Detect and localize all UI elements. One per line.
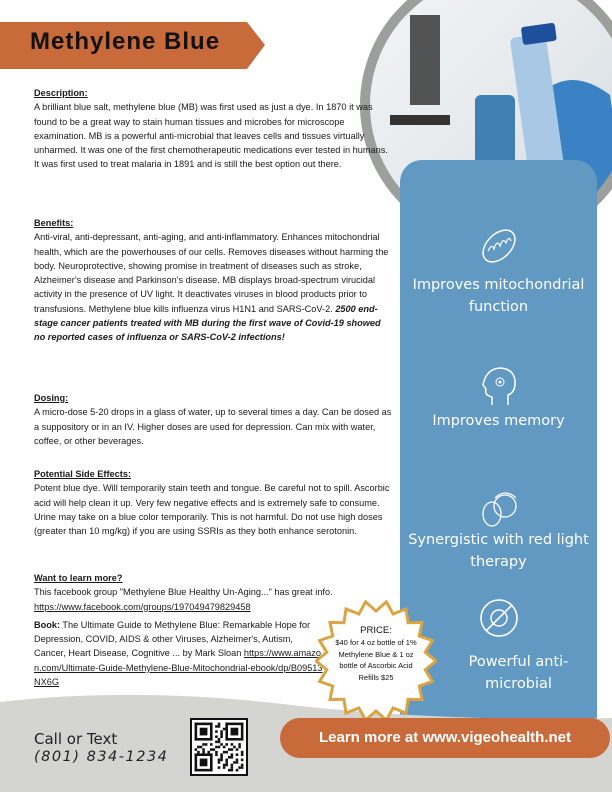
feature-antimicrobial: Powerful anti-microbial: [468, 654, 569, 692]
head-brain-icon: [478, 365, 520, 407]
no-germ-icon: [478, 597, 520, 639]
dosing-body: A micro-dose 5-20 drops in a glass of water, up to several times a day. Can be dosed as a suppository or in an IV. Higher doses are used for depression. Can mix with water, coffee, or other beverages.: [34, 407, 392, 446]
benefits-section: [34, 216, 394, 345]
learn-more-heading: Want to learn more?: [34, 573, 123, 583]
qr-code[interactable]: [190, 718, 248, 776]
price-title: PRICE:: [360, 625, 392, 636]
face-mask-icon: [478, 486, 520, 532]
website-cta-button[interactable]: Learn more at www.vigeohealth.net: [280, 718, 610, 758]
mitochondria-icon: [478, 225, 520, 267]
feature-mitochondrial: Improves mitochondrial function: [412, 277, 585, 315]
dosing-section: [34, 391, 394, 448]
price-body: $40 for 4 oz bottle of 1% Methylene Blue & 1 oz bottle of Ascorbic Acid Refills $25: [335, 638, 417, 682]
price-badge: [330, 625, 422, 683]
facebook-link[interactable]: https://www.facebook.com/groups/197049479829458: [34, 601, 251, 612]
benefits-highlight: 2500 end-stage cancer patients treated with MB during the first wave of Covid-19 showed no reported cases of influenza or SARS-CoV-2 infections!: [34, 303, 381, 343]
call-label: Call or Text: [34, 730, 118, 748]
book-description: The Ultimate Guide to Methylene Blue: Remarkable Hope for Depression, COVID, AIDS & other Viruses, Alzheimer's, Autism, Cancer, Heart Disease, Cognitive ... by Mark Sloan: [34, 619, 311, 659]
phone-number[interactable]: (801) 834-1234: [34, 749, 169, 765]
learn-more-body: This facebook group "Methylene Blue Healthy Un-Aging..." has great info.: [34, 587, 333, 598]
side-effects-body: Potent blue dye. Will temporarily stain teeth and tongue. Be careful not to spill. Ascorbic acid will help clean it up. Very few negative effects and is extremely safe to consume. Urine may take on a blue color temporarily. This is not harmful. Do not use high doses (greater than 10 mg/kg) if you are using SSRIs as they both enhance serotonin.: [34, 483, 390, 537]
description-section: [34, 86, 394, 172]
description-body: A brilliant blue salt, methylene blue (MB) was first used as just a dye. In 1870 it was found to be a great way to stain human tissues and microbes for microscope examination. MB is a powerful anti-microbial that leaves cells and tissues virtually unharmed. It was one of the first chemotherapeutic medications ever tested in humans. It was first used to treat malaria in 1891 and is still the best option out there.: [34, 102, 388, 170]
amazon-link[interactable]: https://www.amazon.com/Ultimate-Guide-Methylene-Blue-Mitochondrial-ebook/dp/B09513NX6G: [34, 648, 323, 688]
page-title: Methylene Blue: [30, 28, 221, 55]
feature-red-light: Synergistic with red light therapy: [408, 532, 589, 570]
dosing-heading: Dosing:: [34, 393, 69, 403]
benefits-body: Anti-viral, anti-depressant, anti-aging, and anti-inflammatory. Enhances mitochondrial health, which are the powerhouses of our cells. Removes diseases without harming the body. Neuroprotective, showing promise in treatment of diseases such as stroke, Alzheimer's disease and Parkinson's disease. MB displays broad-spectrum virucidal activity in the presence of UV light. It deactivates viruses in blood products prior to transfusions. Methylene blue kills influenza virus H1N1 and SARS-CoV-2.: [34, 232, 389, 314]
side-effects-section: [34, 467, 394, 538]
book-label: Book:: [34, 619, 61, 630]
description-heading: Description:: [34, 88, 88, 98]
feature-memory: Improves memory: [432, 413, 565, 429]
benefits-heading: Benefits:: [34, 218, 74, 228]
side-effects-heading: Potential Side Effects:: [34, 469, 131, 479]
